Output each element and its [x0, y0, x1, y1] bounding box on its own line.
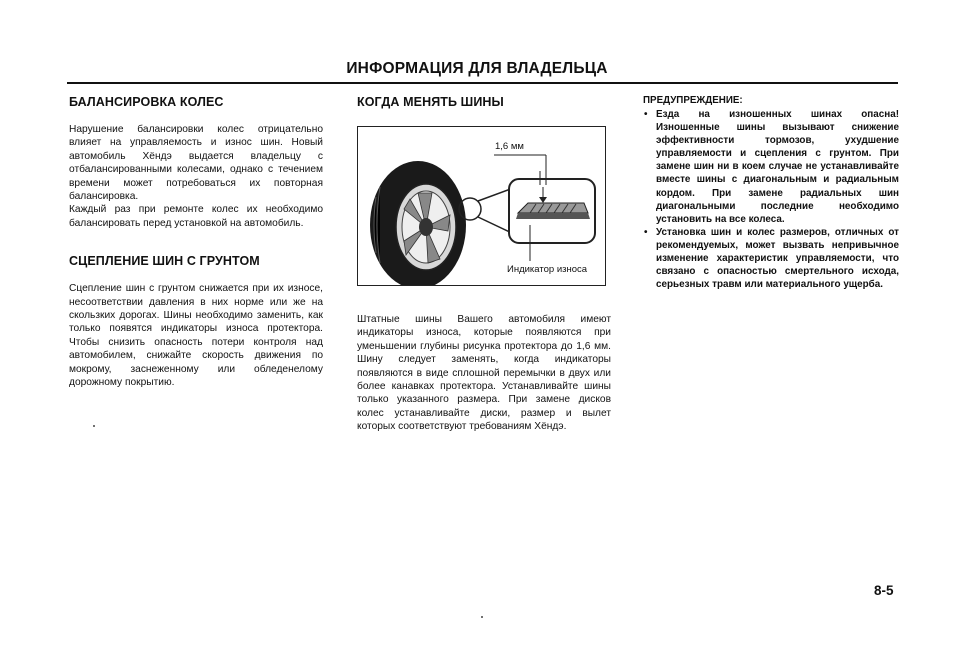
heading-wheel-balancing: БАЛАНСИРОВКА КОЛЕС: [69, 95, 224, 109]
column-right: [643, 95, 899, 291]
figure-label-wear-indicator: Индикатор износа: [507, 264, 588, 275]
warning-item: [643, 108, 899, 226]
paragraph-balancing-2: Каждый раз при ремонте колес их необходимо балансировать перед установкой на автомобиль.: [69, 204, 323, 229]
bullet-icon: •: [644, 226, 648, 238]
scan-speck: [93, 425, 95, 427]
column-middle: [357, 95, 611, 434]
tire-wear-figure: [357, 126, 606, 286]
warning-item: [643, 226, 899, 291]
header-rule: [67, 82, 898, 84]
heading-when-to-replace: КОГДА МЕНЯТЬ ШИНЫ: [357, 95, 504, 109]
page-header-title: ИНФОРМАЦИЯ ДЛЯ ВЛАДЕЛЬЦА: [346, 60, 608, 77]
heading-tire-traction: СЦЕПЛЕНИЕ ШИН С ГРУНТОМ: [69, 254, 260, 269]
page-number: 8-5: [874, 583, 894, 598]
scan-speck: [481, 616, 483, 618]
column-left: [69, 95, 323, 390]
paragraph-tire-replacement: Штатные шины Вашего автомобиля имеют индикаторы износа, которые появляются при уменьшении глубины рисунка протектора до 1,6 мм. Шину следует заменять, когда индикаторы появляются в виде сплошной перемычки в двух или более канавках протектора. Устанавливайте шины только указанного размера. При замене дисков колес устанавливайте диски, размер и вылет которых соответствуют требованиям Хёндэ.: [357, 314, 611, 433]
tire-illustration: [358, 127, 605, 285]
warning-text: Установка шин и колес размеров, отличных от рекомендуемых, может вызвать непривычное изменение характеристик управляемости, что связано с опасностью смертельного исхода, серьезных травм или материального ущерба.: [656, 226, 899, 291]
warning-text: Езда на изношенных шинах опасна! Изношенные шины вызывают снижение эффективности тормозов, ухудшение управляемости и сцепления с грунтом. При замене шин ни в коем случае не устанавливайте вместе шины с диагональным и радиальным кордом. При замене радиальных шин диагональными последние необходимо установить на все колеса.: [656, 109, 899, 225]
paragraph-traction: Сцепление шин с грунтом снижается при их износе, несоответствии давления в них норме или же на скользких дорогах. Шины необходимо заменить, как только появятся индикаторы износа протектора. Чтобы снизить опасность потери контроля над автомобилем, снижайте скорость движения по мокрому, заснеженному или обледенелому дорожному покрытию.: [69, 283, 323, 389]
warning-list: [643, 108, 899, 291]
warning-title: ПРЕДУПРЕЖДЕНИЕ:: [643, 95, 743, 106]
bullet-icon: •: [644, 109, 648, 120]
paragraph-balancing-1: Нарушение балансировки колес отрицательно влияет на управляемость и износ шин. Новый автомобиль Хёндэ выдается владельцу с отбалансированными колесами, однако с течением времени может потребоваться их повторная балансировка.: [69, 124, 323, 203]
figure-label-depth: 1,6 мм: [495, 141, 524, 152]
